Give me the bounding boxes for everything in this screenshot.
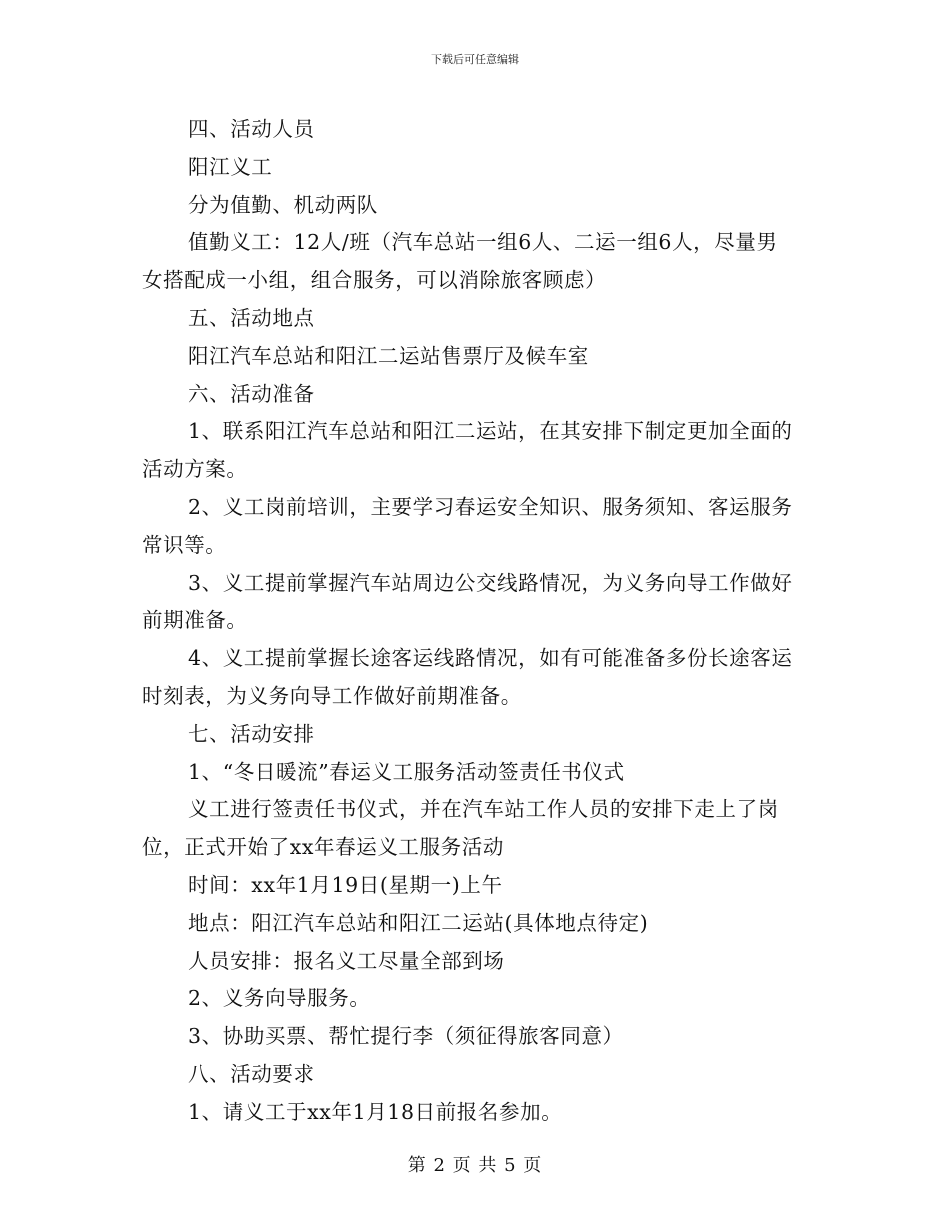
text-line: 1、联系阳江汽车总站和阳江二运站，在其安排下制定更加全面的	[188, 419, 793, 444]
text-line: 位，正式开始了xx年春运义工服务活动	[142, 835, 504, 860]
document-body	[142, 111, 812, 1132]
text-line: 1、请义工于xx年1月18日前报名参加。	[188, 1099, 563, 1124]
text-line: 时刻表，为义务向导工作做好前期准备。	[142, 683, 522, 708]
text-line: 义工进行签责任书仪式，并在汽车站工作人员的安排下走上了岗	[188, 797, 779, 822]
text-line: 1、“冬日暖流”春运义工服务活动签责任书仪式	[188, 759, 625, 784]
text-line: 人员安排：报名义工尽量全部到场	[188, 948, 505, 973]
text-line: 值勤义工：12人/班（汽车总站一组6人、二运一组6人，尽量男	[188, 230, 778, 255]
text-line: 活动方案。	[142, 457, 248, 482]
text-line: 3、义工提前掌握汽车站周边公交线路情况，为义务向导工作做好	[188, 570, 793, 595]
text-line: 时间：xx年1月19日(星期一)上午	[188, 872, 503, 897]
text-line: 六、活动准备	[188, 381, 315, 406]
text-line: 3、协助买票、帮忙提行李（须征得旅客同意）	[188, 1024, 624, 1049]
text-line: 阳江汽车总站和阳江二运站售票厅及候车室	[188, 343, 589, 368]
text-line: 地点：阳江汽车总站和阳江二运站(具体地点待定)	[188, 910, 649, 935]
text-line: 女搭配成一小组，组合服务，可以消除旅客顾虑）	[142, 268, 607, 293]
text-line: 前期准备。	[142, 608, 248, 633]
text-line: 四、活动人员	[188, 117, 315, 141]
text-line: 常识等。	[142, 532, 227, 557]
text-line: 4、义工提前掌握长途客运线路情况，如有可能准备多份长途客运	[188, 646, 793, 671]
text-line: 七、活动安排	[188, 721, 315, 746]
text-line: 分为值勤、机动两队	[188, 192, 378, 217]
text-line: 2、义工岗前培训，主要学习春运安全知识、服务须知、客运服务	[188, 494, 793, 519]
text-line: 阳江义工	[188, 154, 273, 179]
page-number-footer: 第 2 页 共 5 页	[407, 1155, 543, 1176]
text-line: 五、活动地点	[188, 305, 315, 330]
text-line: 2、义务向导服务。	[188, 986, 371, 1011]
text-line: 八、活动要求	[188, 1061, 315, 1086]
page-header-note: 下载后可任意编辑	[431, 53, 519, 66]
